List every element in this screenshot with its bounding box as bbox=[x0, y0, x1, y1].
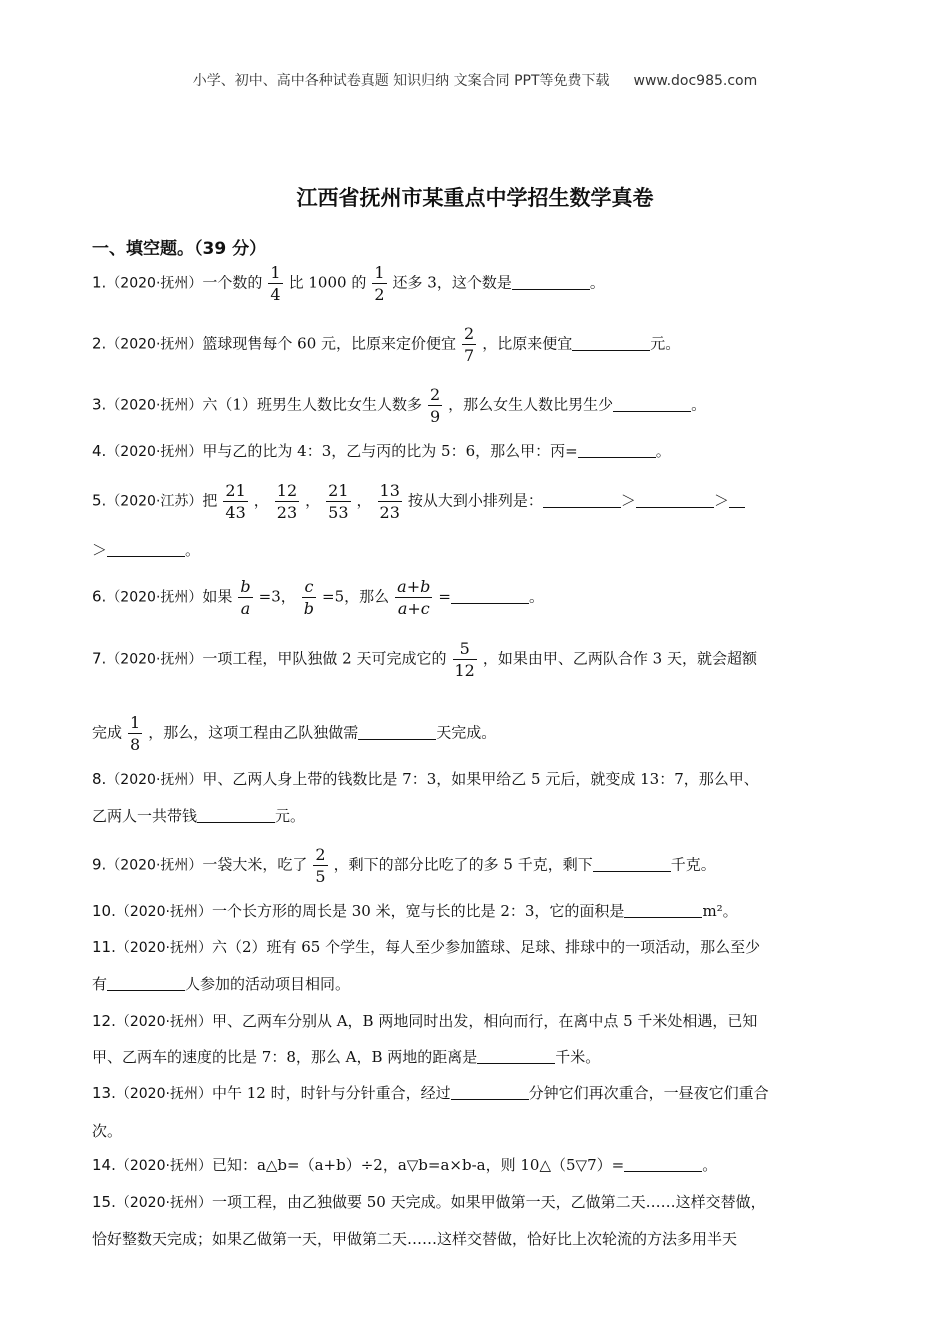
question-15: 15.（2020·抚州）一项工程，由乙独做要 50 天完成。如果甲做第一天，乙做第二天……这样交替做， bbox=[92, 1193, 766, 1211]
header-text: 小学、初中、高中各种试卷真题 知识归纳 文案合同 PPT等免费下载 bbox=[192, 73, 610, 89]
answer-blank[interactable] bbox=[197, 807, 275, 823]
answer-blank[interactable] bbox=[593, 856, 671, 872]
question-5: 5.（2020·江苏）把 $\frac{21}{43}$ ， $\frac{12}{23}$ ， $\frac{21}{53}$ ， $\frac{13}{23}$ 按从大到小排列是： ＞ ＞ bbox=[92, 480, 745, 523]
answer-blank[interactable] bbox=[451, 1084, 529, 1100]
answer-blank[interactable] bbox=[636, 492, 714, 508]
fraction: $\frac{21}{53}$ bbox=[328, 481, 349, 522]
question-5-cont: ＞ 。 bbox=[92, 541, 201, 559]
question-8: 8.（2020·抚州）甲、乙两人身上带的钱数比是 7：3，如果甲给乙 5 元后，就变成 13：7，那么甲、 bbox=[92, 770, 759, 788]
fraction: $\frac{2}{9}$ bbox=[429, 385, 441, 426]
answer-blank[interactable] bbox=[451, 588, 529, 604]
question-4: 4.（2020·抚州）甲与乙的比为 4：3，乙与丙的比为 5：6，那么甲：丙= 。 bbox=[92, 442, 671, 460]
fraction: $\frac{1}{8}$ bbox=[130, 713, 141, 754]
answer-blank[interactable] bbox=[624, 902, 702, 918]
fraction: $\frac{2}{5}$ bbox=[315, 845, 326, 886]
question-11-cont: 有 人参加的活动项目相同。 bbox=[92, 975, 351, 993]
header-site: www.doc985.com bbox=[633, 73, 758, 89]
question-2: 2.（2020·抚州）篮球现售每个 60 元，比原来定价便宜 $\frac{2}{7}$ ，比原来便宜 元。 bbox=[92, 324, 681, 365]
question-6: 6.（2020·抚州）如果 $\frac{b}{a}$ =3， $\frac{c}{b}$ =5，那么 $\frac{a+b}{a+c}$ = 。 bbox=[92, 577, 544, 618]
question-13: 13.（2020·抚州）中午 12 时，时针与分针重合，经过 分钟它们再次重合，一昼夜它们重合 bbox=[92, 1084, 769, 1102]
page-header bbox=[0, 70, 950, 90]
answer-blank[interactable] bbox=[729, 492, 745, 508]
question-9: 9.（2020·抚州）一袋大米，吃了 $\frac{2}{5}$ ，剩下的部分比吃了的多 5 千克，剩下 千克。 bbox=[92, 845, 716, 886]
question-11: 11.（2020·抚州）六（2）班有 65 个学生，每人至少参加篮球、足球、排球中的一项活动，那么至少 bbox=[92, 938, 761, 956]
answer-blank[interactable] bbox=[512, 274, 590, 290]
question-15-cont: 恰好整数天完成；如果乙做第一天，甲做第二天……这样交替做，恰好比上次轮流的方法多用半天 bbox=[92, 1230, 738, 1248]
fraction: $\frac{2}{7}$ bbox=[464, 324, 475, 365]
question-3: 3.（2020·抚州）六（1）班男生人数比女生人数多 $\frac{2}{9}$ ，那么女生人数比男生少 。 bbox=[92, 385, 707, 426]
fraction: $\frac{21}{43}$ bbox=[225, 481, 246, 522]
answer-blank[interactable] bbox=[543, 492, 621, 508]
question-13-cont: 次。 bbox=[92, 1122, 123, 1140]
fraction: $\frac{1}{2}$ bbox=[374, 263, 385, 304]
fraction: $\frac{13}{23}$ bbox=[379, 481, 400, 522]
answer-blank[interactable] bbox=[624, 1156, 702, 1172]
question-12: 12.（2020·抚州）甲、乙两车分别从 A，B 两地同时出发，相向而行，在离中点 5 千米处相遇，已知 bbox=[92, 1012, 758, 1030]
question-7-cont: 完成 $\frac{1}{8}$ ，那么，这项工程由乙队独做需 天完成。 bbox=[92, 713, 497, 754]
answer-blank[interactable] bbox=[572, 335, 650, 351]
fraction: $\frac{12}{23}$ bbox=[276, 481, 298, 522]
question-7: 7.（2020·抚州）一项工程，甲队独做 2 天可完成它的 $\frac{5}{12}$ ，如果由甲、乙两队合作 3 天，就会超额 bbox=[92, 639, 757, 680]
question-1: 1.（2020·抚州）一个数的 $\frac{1}{4}$ 比 1000 的 $\frac{1}{2}$ 还多 3，这个数是 。 bbox=[92, 263, 605, 304]
question-14: 14.（2020·抚州）已知：a△b=（a+b）÷2，a▽b=a×b-a，则 10△（5▽7）= 。 bbox=[92, 1156, 718, 1174]
answer-blank[interactable] bbox=[578, 442, 656, 458]
page-title: 江西省抚州市某重点中学招生数学真卷 bbox=[296, 186, 654, 210]
fraction: $\frac{a+b}{a+c}$ bbox=[397, 577, 431, 618]
fraction: $\frac{c}{b}$ bbox=[303, 577, 315, 618]
answer-blank[interactable] bbox=[477, 1048, 555, 1064]
question-12-cont: 甲、乙两车的速度的比是 7：8，那么 A，B 两地的距离是 千米。 bbox=[92, 1048, 601, 1066]
answer-blank[interactable] bbox=[613, 396, 691, 412]
question-10: 10.（2020·抚州）一个长方形的周长是 30 米，宽与长的比是 2：3，它的面积是 m²。 bbox=[92, 902, 738, 920]
answer-blank[interactable] bbox=[358, 724, 436, 740]
fraction: $\frac{5}{12}$ bbox=[454, 639, 475, 680]
fraction: $\frac{1}{4}$ bbox=[270, 263, 281, 304]
answer-blank[interactable] bbox=[107, 541, 185, 557]
answer-blank[interactable] bbox=[107, 975, 185, 991]
section-heading: 一、填空题。（39 分） bbox=[92, 239, 267, 259]
fraction: $\frac{b}{a}$ bbox=[240, 577, 251, 618]
question-8-cont: 乙两人一共带钱 元。 bbox=[92, 807, 306, 825]
